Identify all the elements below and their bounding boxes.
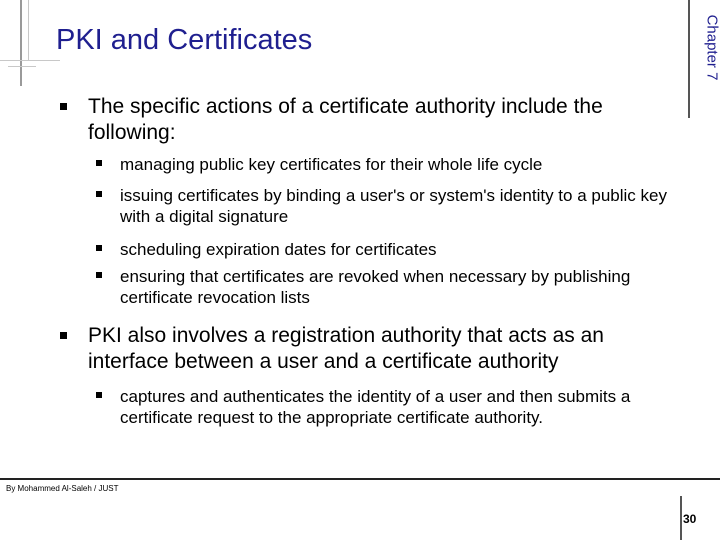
page-number: 30 (683, 512, 697, 526)
slide-title: PKI and Certificates (56, 24, 313, 56)
sub-bullet-marker (96, 191, 102, 197)
sub-bullet-text: captures and authenticates the identity of a user and then submits a certificate request to the appropriate certificate authority. (120, 387, 631, 427)
sub-bullet-marker (96, 272, 102, 278)
sub-bullet-marker (96, 160, 102, 166)
sub-bullet-marker (96, 245, 102, 251)
bullet-marker (60, 332, 67, 339)
footer-divider (680, 496, 682, 540)
sub-bullet-text: scheduling expiration dates for certificates (120, 240, 437, 259)
bullet-text: PKI also involves a registration authority that acts as an interface between a user and a certificate authority (88, 324, 604, 373)
sub-bullet-text: ensuring that certificates are revoked when necessary by publishing certificate revocation lists (120, 267, 631, 307)
footer-separator (0, 478, 720, 480)
sub-bullet-marker (96, 392, 102, 398)
sub-bullet-text: managing public key certificates for their whole life cycle (120, 155, 543, 174)
chapter-label-text: Chapter 7 (703, 14, 720, 80)
footer-author: By Mohammed Al-Saleh / JUST (6, 484, 119, 493)
bullet-marker (60, 103, 67, 110)
sub-bullet-text: issuing certificates by binding a user's or system's identity to a public key with a digital signature (120, 186, 667, 226)
bullet-text: The specific actions of a certificate authority include the following: (88, 95, 603, 144)
